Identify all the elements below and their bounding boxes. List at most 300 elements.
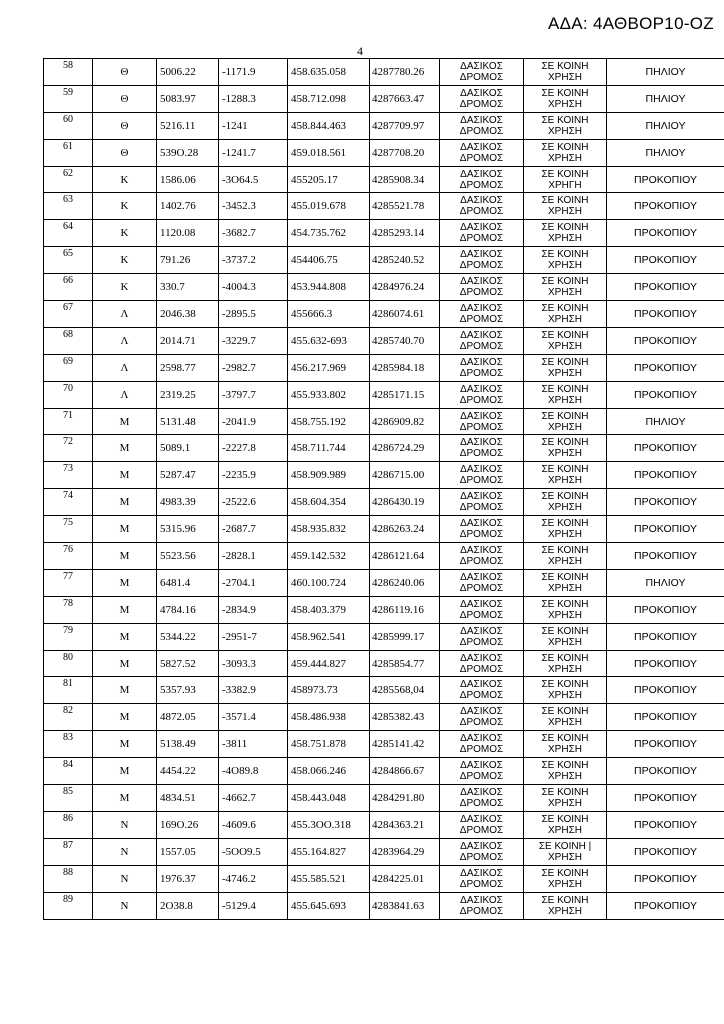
road-type: ΔΑΣΙΚΟΣ ΔΡΟΜΟΣ	[440, 435, 524, 462]
easting-value: 460.100.724	[288, 569, 370, 596]
local-x-value: 4784.16	[157, 596, 219, 623]
group-letter: Λ	[93, 381, 157, 408]
northing-value: 4285293.14	[370, 220, 440, 247]
road-type: ΔΑΣΙΚΟΣ ΔΡΟΜΟΣ	[440, 811, 524, 838]
local-y-value: -4662.7	[219, 785, 288, 812]
northing-value: 4285521.78	[370, 193, 440, 220]
use-type: ΣΕ ΚΟΙΝΗ ΧΡΗΣΗ	[524, 462, 607, 489]
local-x-value: 5827.52	[157, 650, 219, 677]
easting-value: 458973.73	[288, 677, 370, 704]
easting-value: 455.933.802	[288, 381, 370, 408]
easting-value: 458.403.379	[288, 596, 370, 623]
row-number: 59	[44, 85, 93, 112]
table-row	[44, 677, 724, 704]
road-type: ΔΑΣΙΚΟΣ ΔΡΟΜΟΣ	[440, 220, 524, 247]
northing-value: 4285240.52	[370, 247, 440, 274]
use-type: ΣΕ ΚΟΙΝΗ ΧΡΗΣΗ	[524, 677, 607, 704]
local-y-value: -1171.9	[219, 59, 288, 86]
group-letter: Μ	[93, 650, 157, 677]
easting-value: 458.066.246	[288, 758, 370, 785]
group-letter: Κ	[93, 166, 157, 193]
group-letter: Θ	[93, 59, 157, 86]
group-letter: Ν	[93, 838, 157, 865]
row-number: 72	[44, 435, 93, 462]
table-row	[44, 543, 724, 570]
row-number: 75	[44, 516, 93, 543]
northing-value: 4284363.21	[370, 811, 440, 838]
table-row	[44, 112, 724, 139]
group-letter: Μ	[93, 758, 157, 785]
row-number: 70	[44, 381, 93, 408]
row-number: 77	[44, 569, 93, 596]
location-name: ΠΡΟΚΟΠΙΟΥ	[607, 596, 724, 623]
use-type: ΣΕ ΚΟΙΝΗ ΧΡΗΣΗ	[524, 220, 607, 247]
northing-value: 4283841.63	[370, 892, 440, 919]
local-x-value: 791.26	[157, 247, 219, 274]
easting-value: 455.585.521	[288, 865, 370, 892]
local-y-value: -2235.9	[219, 462, 288, 489]
easting-value: 459.018.561	[288, 139, 370, 166]
group-letter: Μ	[93, 435, 157, 462]
easting-value: 459.142.532	[288, 543, 370, 570]
northing-value: 4285999.17	[370, 623, 440, 650]
table-row	[44, 462, 724, 489]
use-type: ΣΕ ΚΟΙΝΗ ΧΡΗΣΗ	[524, 650, 607, 677]
group-letter: Μ	[93, 408, 157, 435]
group-letter: Μ	[93, 543, 157, 570]
northing-value: 4285141.42	[370, 731, 440, 758]
group-letter: Ν	[93, 865, 157, 892]
local-x-value: 2046.38	[157, 301, 219, 328]
row-number: 83	[44, 731, 93, 758]
easting-value: 458.712.098	[288, 85, 370, 112]
northing-value: 4284225.01	[370, 865, 440, 892]
local-y-value: -3Ο64.5	[219, 166, 288, 193]
local-x-value: 5357.93	[157, 677, 219, 704]
easting-value: 455.645.693	[288, 892, 370, 919]
easting-value: 454.735.762	[288, 220, 370, 247]
table-body	[44, 59, 724, 920]
use-type: ΣΕ ΚΟΙΝΗ ΧΡΗΣΗ	[524, 785, 607, 812]
local-x-value: 5131.48	[157, 408, 219, 435]
use-type: ΣΕ ΚΟΙΝΗ ΧΡΗΣΗ	[524, 327, 607, 354]
local-x-value: 169Ο.26	[157, 811, 219, 838]
use-type: ΣΕ ΚΟΙΝΗ ΧΡΗΣΗ	[524, 435, 607, 462]
location-name: ΠΗΛΙΟΥ	[607, 85, 724, 112]
local-y-value: -3737.2	[219, 247, 288, 274]
row-number: 74	[44, 489, 93, 516]
road-type: ΔΑΣΙΚΟΣ ΔΡΟΜΟΣ	[440, 354, 524, 381]
group-letter: Κ	[93, 247, 157, 274]
group-letter: Κ	[93, 274, 157, 301]
local-x-value: 5315.96	[157, 516, 219, 543]
location-name: ΠΡΟΚΟΠΙΟΥ	[607, 865, 724, 892]
table-row	[44, 408, 724, 435]
row-number: 81	[44, 677, 93, 704]
local-y-value: -2895.5	[219, 301, 288, 328]
road-type: ΔΑΣΙΚΟΣ ΔΡΟΜΟΣ	[440, 704, 524, 731]
easting-value: 456.217.969	[288, 354, 370, 381]
northing-value: 4286715.00	[370, 462, 440, 489]
local-x-value: 1976.37	[157, 865, 219, 892]
local-y-value: -2982.7	[219, 354, 288, 381]
table-row	[44, 247, 724, 274]
table-row	[44, 865, 724, 892]
location-name: ΠΡΟΚΟΠΙΟΥ	[607, 381, 724, 408]
row-number: 61	[44, 139, 93, 166]
use-type: ΣΕ ΚΟΙΝΗ ΧΡΗΣΗ	[524, 112, 607, 139]
local-y-value: -4609.6	[219, 811, 288, 838]
local-y-value: -2834.9	[219, 596, 288, 623]
local-y-value: -2828.1	[219, 543, 288, 570]
location-name: ΠΗΛΙΟΥ	[607, 139, 724, 166]
local-x-value: 330.7	[157, 274, 219, 301]
location-name: ΠΡΟΚΟΠΙΟΥ	[607, 838, 724, 865]
use-type: ΣΕ ΚΟΙΝΗ ΧΡΗΣΗ	[524, 139, 607, 166]
local-x-value: 5006.22	[157, 59, 219, 86]
northing-value: 4286074.61	[370, 301, 440, 328]
row-number: 65	[44, 247, 93, 274]
local-x-value: 5287.47	[157, 462, 219, 489]
use-type: ΣΕ ΚΟΙΝΗ ΧΡΗΣΗ	[524, 301, 607, 328]
row-number: 66	[44, 274, 93, 301]
use-type: ΣΕ ΚΟΙΝΗ ΧΡΗΣΗ	[524, 59, 607, 86]
northing-value: 4284976.24	[370, 274, 440, 301]
group-letter: Θ	[93, 112, 157, 139]
road-type: ΔΑΣΙΚΟΣ ΔΡΟΜΟΣ	[440, 892, 524, 919]
road-type: ΔΑΣΙΚΟΣ ΔΡΟΜΟΣ	[440, 85, 524, 112]
location-name: ΠΗΛΙΟΥ	[607, 408, 724, 435]
row-number: 88	[44, 865, 93, 892]
local-y-value: -1241.7	[219, 139, 288, 166]
location-name: ΠΗΛΙΟΥ	[607, 569, 724, 596]
group-letter: Ν	[93, 892, 157, 919]
group-letter: Κ	[93, 220, 157, 247]
location-name: ΠΡΟΚΟΠΙΟΥ	[607, 704, 724, 731]
local-x-value: 5523.56	[157, 543, 219, 570]
road-type: ΔΑΣΙΚΟΣ ΔΡΟΜΟΣ	[440, 112, 524, 139]
road-type: ΔΑΣΙΚΟΣ ΔΡΟΜΟΣ	[440, 193, 524, 220]
location-name: ΠΡΟΚΟΠΙΟΥ	[607, 623, 724, 650]
group-letter: Μ	[93, 704, 157, 731]
local-y-value: -3382.9	[219, 677, 288, 704]
location-name: ΠΡΟΚΟΠΙΟΥ	[607, 301, 724, 328]
row-number: 60	[44, 112, 93, 139]
local-x-value: 4872.05	[157, 704, 219, 731]
road-type: ΔΑΣΙΚΟΣ ΔΡΟΜΟΣ	[440, 516, 524, 543]
easting-value: 458.909.989	[288, 462, 370, 489]
northing-value: 4285908.34	[370, 166, 440, 193]
location-name: ΠΡΟΚΟΠΙΟΥ	[607, 516, 724, 543]
use-type: ΣΕ ΚΟΙΝΗ |ΧΡΗΣΗ	[524, 838, 607, 865]
road-type: ΔΑΣΙΚΟΣ ΔΡΟΜΟΣ	[440, 865, 524, 892]
location-name: ΠΡΟΚΟΠΙΟΥ	[607, 731, 724, 758]
northing-value: 4287708.20	[370, 139, 440, 166]
northing-value: 4284291.80	[370, 785, 440, 812]
table-row	[44, 704, 724, 731]
use-type: ΣΕ ΚΟΙΝΗ ΧΡΗΣΗ	[524, 516, 607, 543]
use-type: ΣΕ ΚΟΙΝΗ ΧΡΗΣΗ	[524, 354, 607, 381]
location-name: ΠΡΟΚΟΠΙΟΥ	[607, 677, 724, 704]
row-number: 85	[44, 785, 93, 812]
table-row	[44, 650, 724, 677]
road-type: ΔΑΣΙΚΟΣ ΔΡΟΜΟΣ	[440, 247, 524, 274]
northing-value: 4285171.15	[370, 381, 440, 408]
local-x-value: 6481.4	[157, 569, 219, 596]
easting-value: 455666.3	[288, 301, 370, 328]
row-number: 78	[44, 596, 93, 623]
group-letter: Θ	[93, 85, 157, 112]
road-type: ΔΑΣΙΚΟΣ ΔΡΟΜΟΣ	[440, 650, 524, 677]
row-number: 68	[44, 327, 93, 354]
location-name: ΠΡΟΚΟΠΙΟΥ	[607, 785, 724, 812]
local-x-value: 2598.77	[157, 354, 219, 381]
local-y-value: -3093.3	[219, 650, 288, 677]
northing-value: 4286121.64	[370, 543, 440, 570]
group-letter: Μ	[93, 677, 157, 704]
local-y-value: -3229.7	[219, 327, 288, 354]
location-name: ΠΡΟΚΟΠΙΟΥ	[607, 327, 724, 354]
row-number: 80	[44, 650, 93, 677]
use-type: ΣΕ ΚΟΙΝΗ ΧΡΗΣΗ	[524, 704, 607, 731]
group-letter: Μ	[93, 569, 157, 596]
local-y-value: -1288.3	[219, 85, 288, 112]
use-type: ΣΕ ΚΟΙΝΗ ΧΡΗΣΗ	[524, 489, 607, 516]
table-row	[44, 758, 724, 785]
group-letter: Θ	[93, 139, 157, 166]
table-row	[44, 327, 724, 354]
table-row	[44, 381, 724, 408]
northing-value: 4286240.06	[370, 569, 440, 596]
road-type: ΔΑΣΙΚΟΣ ΔΡΟΜΟΣ	[440, 569, 524, 596]
local-y-value: -2704.1	[219, 569, 288, 596]
northing-value: 4287709.97	[370, 112, 440, 139]
location-name: ΠΡΟΚΟΠΙΟΥ	[607, 758, 724, 785]
local-y-value: -4746.2	[219, 865, 288, 892]
row-number: 58	[44, 59, 93, 86]
easting-value: 455.019.678	[288, 193, 370, 220]
easting-value: 458.604.354	[288, 489, 370, 516]
ada-code: ΑΔΑ: 4ΑΘΒΟΡ10-ΟΖ	[547, 14, 714, 33]
local-x-value: 5138.49	[157, 731, 219, 758]
table-row	[44, 220, 724, 247]
local-x-value: 2Ο38.8	[157, 892, 219, 919]
use-type: ΣΕ ΚΟΙΝΗ ΧΡΗΣΗ	[524, 811, 607, 838]
road-type: ΔΑΣΙΚΟΣ ΔΡΟΜΟΣ	[440, 785, 524, 812]
northing-value: 4286909.82	[370, 408, 440, 435]
easting-value: 453.944.808	[288, 274, 370, 301]
northing-value: 4284866.67	[370, 758, 440, 785]
local-x-value: 5089.1	[157, 435, 219, 462]
group-letter: Κ	[93, 193, 157, 220]
row-number: 64	[44, 220, 93, 247]
road-type: ΔΑΣΙΚΟΣ ΔΡΟΜΟΣ	[440, 462, 524, 489]
road-type: ΔΑΣΙΚΟΣ ΔΡΟΜΟΣ	[440, 838, 524, 865]
table-row	[44, 731, 724, 758]
location-name: ΠΡΟΚΟΠΙΟΥ	[607, 166, 724, 193]
easting-value: 455.164.827	[288, 838, 370, 865]
local-y-value: -5ΟΟ9.5	[219, 838, 288, 865]
local-y-value: -3452.3	[219, 193, 288, 220]
road-type: ΔΑΣΙΚΟΣ ΔΡΟΜΟΣ	[440, 408, 524, 435]
row-number: 69	[44, 354, 93, 381]
row-number: 79	[44, 623, 93, 650]
northing-value: 4285568,04	[370, 677, 440, 704]
road-type: ΔΑΣΙΚΟΣ ΔΡΟΜΟΣ	[440, 274, 524, 301]
group-letter: Λ	[93, 327, 157, 354]
location-name: ΠΡΟΚΟΠΙΟΥ	[607, 811, 724, 838]
easting-value: 458.962.541	[288, 623, 370, 650]
group-letter: Μ	[93, 785, 157, 812]
table-row	[44, 85, 724, 112]
row-number: 63	[44, 193, 93, 220]
table-row	[44, 623, 724, 650]
local-y-value: -2687.7	[219, 516, 288, 543]
road-type: ΔΑΣΙΚΟΣ ΔΡΟΜΟΣ	[440, 381, 524, 408]
local-x-value: 4454.22	[157, 758, 219, 785]
location-name: ΠΡΟΚΟΠΙΟΥ	[607, 274, 724, 301]
location-name: ΠΡΟΚΟΠΙΟΥ	[607, 247, 724, 274]
location-name: ΠΗΛΙΟΥ	[607, 59, 724, 86]
location-name: ΠΗΛΙΟΥ	[607, 112, 724, 139]
easting-value: 458.755.192	[288, 408, 370, 435]
road-type: ΔΑΣΙΚΟΣ ΔΡΟΜΟΣ	[440, 623, 524, 650]
local-y-value: -3811	[219, 731, 288, 758]
use-type: ΣΕ ΚΟΙΝΗ ΧΡΗΣΗ	[524, 85, 607, 112]
location-name: ΠΡΟΚΟΠΙΟΥ	[607, 193, 724, 220]
local-x-value: 2014.71	[157, 327, 219, 354]
table-row	[44, 516, 724, 543]
row-number: 76	[44, 543, 93, 570]
easting-value: 454406.75	[288, 247, 370, 274]
local-x-value: 1586.06	[157, 166, 219, 193]
local-x-value: 539Ο.28	[157, 139, 219, 166]
row-number: 84	[44, 758, 93, 785]
group-letter: Μ	[93, 462, 157, 489]
table-row	[44, 166, 724, 193]
local-y-value: -2951-7	[219, 623, 288, 650]
local-y-value: -2522.6	[219, 489, 288, 516]
row-number: 71	[44, 408, 93, 435]
road-type: ΔΑΣΙΚΟΣ ΔΡΟΜΟΣ	[440, 327, 524, 354]
row-number: 89	[44, 892, 93, 919]
local-y-value: -4Ο89.8	[219, 758, 288, 785]
easting-value: 458.844.463	[288, 112, 370, 139]
road-type: ΔΑΣΙΚΟΣ ΔΡΟΜΟΣ	[440, 489, 524, 516]
table-row	[44, 811, 724, 838]
road-type: ΔΑΣΙΚΟΣ ΔΡΟΜΟΣ	[440, 596, 524, 623]
northing-value: 4287780.26	[370, 59, 440, 86]
local-x-value: 5216.11	[157, 112, 219, 139]
location-name: ΠΡΟΚΟΠΙΟΥ	[607, 354, 724, 381]
use-type: ΣΕ ΚΟΙΝΗ ΧΡΗΣΗ	[524, 596, 607, 623]
use-type: ΣΕ ΚΟΙΝΗ ΧΡΗΣΗ	[524, 274, 607, 301]
row-number: 67	[44, 301, 93, 328]
location-name: ΠΡΟΚΟΠΙΟΥ	[607, 462, 724, 489]
table-row	[44, 301, 724, 328]
group-letter: Ν	[93, 811, 157, 838]
use-type: ΣΕ ΚΟΙΝΗ ΧΡΗΣΗ	[524, 731, 607, 758]
easting-value: 455.632-693	[288, 327, 370, 354]
easting-value: 458.635.058	[288, 59, 370, 86]
use-type: ΣΕ ΚΟΙΝΗ ΧΡΗΣΗ	[524, 247, 607, 274]
group-letter: Μ	[93, 623, 157, 650]
easting-value: 459.444.827	[288, 650, 370, 677]
use-type: ΣΕ ΚΟΙΝΗ ΧΡΗΣΗ	[524, 569, 607, 596]
road-type: ΔΑΣΙΚΟΣ ΔΡΟΜΟΣ	[440, 301, 524, 328]
table-row	[44, 892, 724, 919]
road-type: ΔΑΣΙΚΟΣ ΔΡΟΜΟΣ	[440, 758, 524, 785]
northing-value: 4283964.29	[370, 838, 440, 865]
use-type: ΣΕ ΚΟΙΝΗ ΧΡΗΣΗ	[524, 381, 607, 408]
easting-value: 455205.17	[288, 166, 370, 193]
local-x-value: 4834.51	[157, 785, 219, 812]
easting-value: 458.486.938	[288, 704, 370, 731]
northing-value: 4285854.77	[370, 650, 440, 677]
row-number: 86	[44, 811, 93, 838]
table-row	[44, 785, 724, 812]
use-type: ΣΕ ΚΟΙΝΗ ΧΡΗΣΗ	[524, 892, 607, 919]
use-type: ΣΕ ΚΟΙΝΗ ΧΡΗΣΗ	[524, 758, 607, 785]
northing-value: 4286724.29	[370, 435, 440, 462]
group-letter: Μ	[93, 596, 157, 623]
northing-value: 4286119.16	[370, 596, 440, 623]
group-letter: Λ	[93, 354, 157, 381]
location-name: ΠΡΟΚΟΠΙΟΥ	[607, 892, 724, 919]
coordinates-table	[43, 58, 724, 920]
local-x-value: 5083.97	[157, 85, 219, 112]
table-row	[44, 274, 724, 301]
row-number: 87	[44, 838, 93, 865]
northing-value: 4286263.24	[370, 516, 440, 543]
table-row	[44, 435, 724, 462]
use-type: ΣΕ ΚΟΙΝΗ ΧΡΗΣΗ	[524, 193, 607, 220]
group-letter: Μ	[93, 731, 157, 758]
northing-value: 4285984.18	[370, 354, 440, 381]
group-letter: Λ	[93, 301, 157, 328]
road-type: ΔΑΣΙΚΟΣ ΔΡΟΜΟΣ	[440, 166, 524, 193]
local-x-value: 1557.05	[157, 838, 219, 865]
local-x-value: 1120.08	[157, 220, 219, 247]
table-row	[44, 193, 724, 220]
table-row	[44, 489, 724, 516]
local-y-value: -3571.4	[219, 704, 288, 731]
local-x-value: 1402.76	[157, 193, 219, 220]
table-row	[44, 59, 724, 86]
local-y-value: -5129.4	[219, 892, 288, 919]
use-type: ΣΕ ΚΟΙΝΗ ΧΡΗΣΗ	[524, 865, 607, 892]
table-row	[44, 596, 724, 623]
location-name: ΠΡΟΚΟΠΙΟΥ	[607, 220, 724, 247]
road-type: ΔΑΣΙΚΟΣ ΔΡΟΜΟΣ	[440, 731, 524, 758]
easting-value: 458.751.878	[288, 731, 370, 758]
road-type: ΔΑΣΙΚΟΣ ΔΡΟΜΟΣ	[440, 543, 524, 570]
use-type: ΣΕ ΚΟΙΝΗ ΧΡΗΣΗ	[524, 408, 607, 435]
local-x-value: 4983.39	[157, 489, 219, 516]
local-x-value: 2319.25	[157, 381, 219, 408]
local-y-value: -3682.7	[219, 220, 288, 247]
road-type: ΔΑΣΙΚΟΣ ΔΡΟΜΟΣ	[440, 677, 524, 704]
easting-value: 458.443.048	[288, 785, 370, 812]
location-name: ΠΡΟΚΟΠΙΟΥ	[607, 435, 724, 462]
easting-value: 455.3ΟΟ.318	[288, 811, 370, 838]
group-letter: Μ	[93, 516, 157, 543]
location-name: ΠΡΟΚΟΠΙΟΥ	[607, 650, 724, 677]
table-row	[44, 354, 724, 381]
northing-value: 4285382.43	[370, 704, 440, 731]
table-row	[44, 139, 724, 166]
use-type: ΣΕ ΚΟΙΝΗ ΧΡΗΣΗ	[524, 623, 607, 650]
